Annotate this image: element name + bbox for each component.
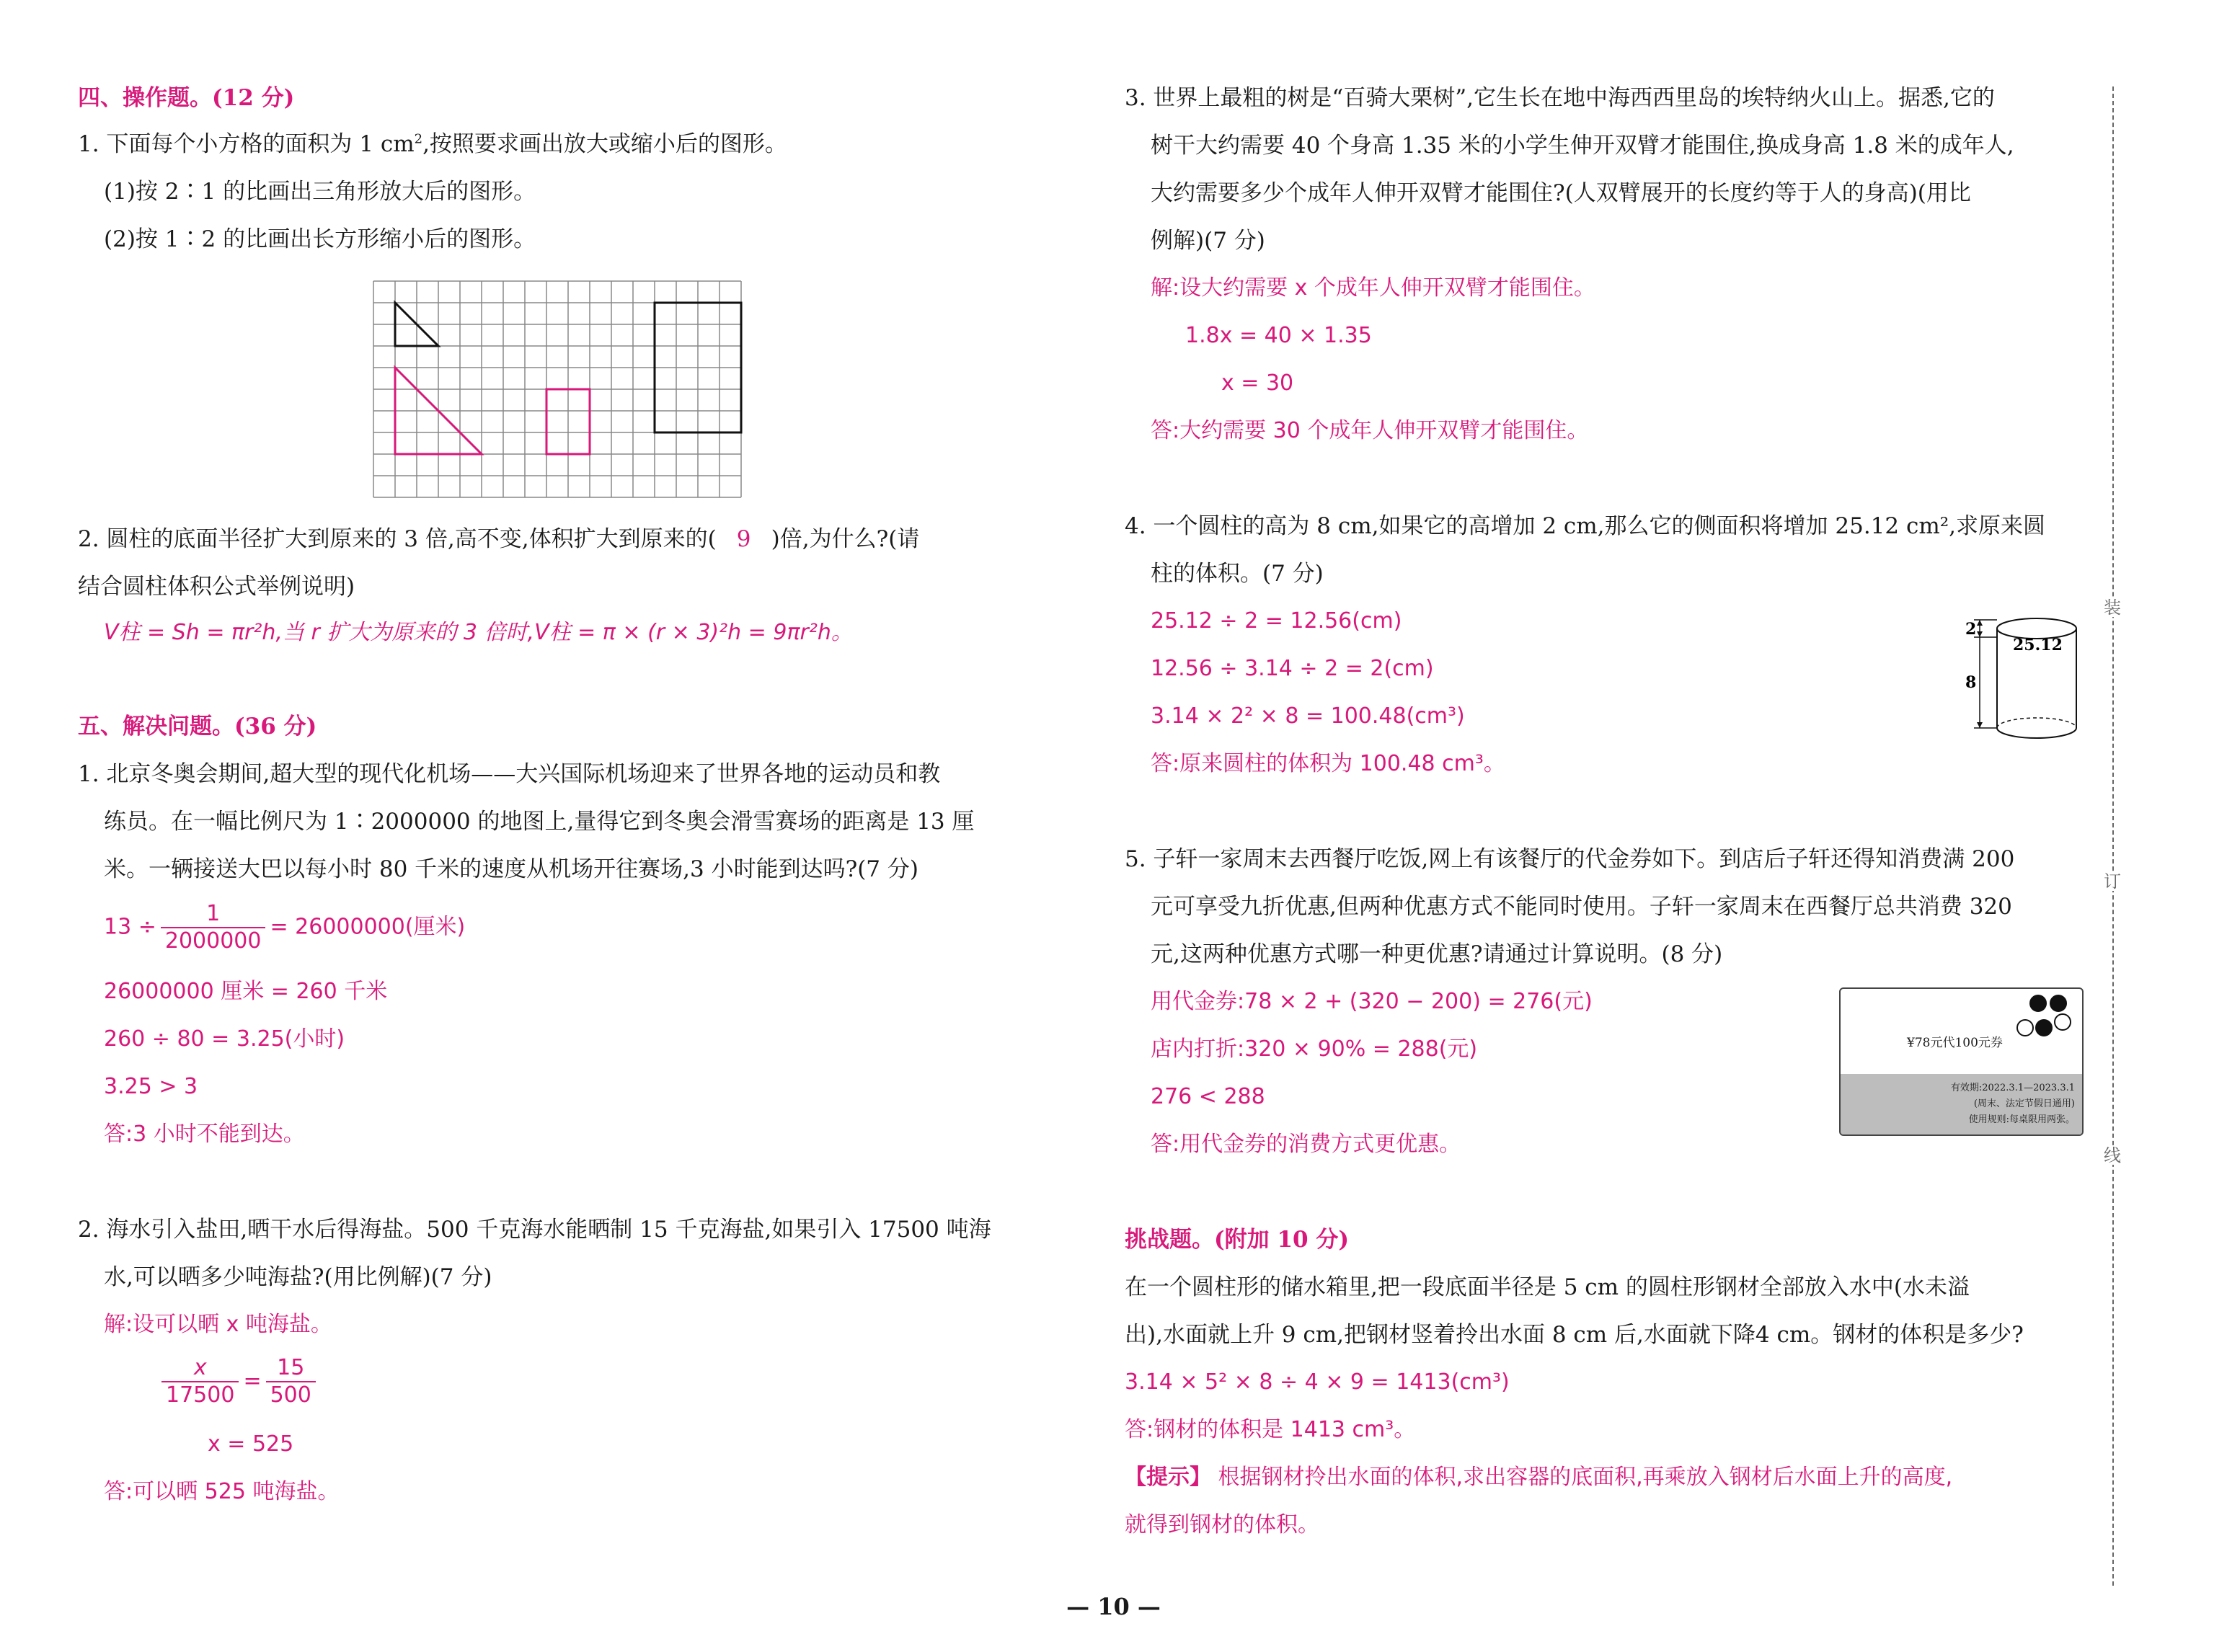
- p1-step2: 26000000 厘米 = 260 千米: [104, 979, 388, 1004]
- q2-answer: 9: [736, 526, 751, 552]
- drawing-grid: [363, 278, 751, 515]
- page-number: — 10 —: [1066, 1593, 1161, 1620]
- hint-line1: 【提示】 根据钢材拎出水面的体积,求出容器的底面积,再乘放入钢材后水面上升的高度,: [1125, 1465, 1953, 1490]
- binding-label-xian: 线: [2104, 1145, 2121, 1165]
- voucher-dot: [2016, 1019, 2034, 1036]
- challenge-line1: 在一个圆柱形的储水箱里,把一段底面半径是 5 cm 的圆柱形钢材全部放入水中(水未溢: [1125, 1274, 1970, 1300]
- p2-proportion: $\frac{x}{17500}$ = $\frac{15}{500}$: [157, 1355, 320, 1408]
- hint-tag: 【提示】: [1125, 1465, 1211, 1490]
- challenge-answer: 答:钢材的体积是 1413 cm³。: [1125, 1417, 1416, 1442]
- p4-line2: 柱的体积。(7 分): [1151, 561, 1324, 587]
- p5-step2: 店内打折:320 × 90% = 288(元): [1151, 1036, 1478, 1062]
- voucher-dot: [2050, 995, 2067, 1012]
- p3-line1: 3. 世界上最粗的树是“百骑大栗树”,它生长在地中海西西里岛的埃特纳火山上。据悉,它的: [1125, 85, 1995, 111]
- p1-fraction: $\frac{1}{2000000}$: [161, 901, 266, 954]
- binding-label-zhuang: 装: [2104, 598, 2121, 618]
- q1-sub2: (2)按 1∶2 的比画出长方形缩小后的图形。: [104, 226, 536, 252]
- section-5-title: 五、解决问题。(36 分): [78, 714, 317, 740]
- p1-line3: 米。一辆接送大巴以每小时 80 千米的速度从机场开往赛场,3 小时能到达吗?(7 分): [104, 856, 918, 882]
- voucher-days: (周末、法定节假日通用): [1973, 1098, 2075, 1109]
- challenge-step1: 3.14 × 5² × 8 ÷ 4 × 9 = 1413(cm³): [1125, 1369, 1510, 1395]
- p5-line1: 5. 子轩一家周末去西餐厅吃饭,网上有该餐厅的代金券如下。到店后子轩还得知消费满 200: [1125, 846, 2015, 872]
- p2-step1: 解:设可以晒 x 吨海盐。: [104, 1312, 332, 1337]
- p1-step1: 13 ÷ $\frac{1}{2000000}$ = 26000000(厘米): [104, 901, 466, 954]
- p4-step3: 3.14 × 2² × 8 = 100.48(cm³): [1151, 703, 1465, 729]
- p2-answer: 答:可以晒 525 吨海盐。: [104, 1479, 340, 1504]
- p3-line3: 大约需要多少个成年人伸开双臂才能围住?(人双臂展开的长度约等于人的身高)(用比: [1151, 180, 1971, 206]
- p1-step3: 260 ÷ 80 = 3.25(小时): [104, 1026, 345, 1052]
- binding-label-ding: 订: [2104, 871, 2121, 892]
- p3-step3: x = 30: [1221, 370, 1294, 396]
- p3-step1: 解:设大约需要 x 个成年人伸开双臂才能围住。: [1151, 275, 1595, 301]
- voucher-rule: 使用规则:每桌限用两张。: [1968, 1114, 2075, 1125]
- challenge-line2: 出),水面就上升 9 cm,把钢材竖着拎出水面 8 cm 后,水面就下降4 cm。钢材的体积是多少?: [1125, 1322, 2024, 1348]
- voucher-dot: [2054, 1013, 2071, 1031]
- p4-line1: 4. 一个圆柱的高为 8 cm,如果它的高增加 2 cm,那么它的侧面积将增加 25.12 cm²,求原来圆: [1125, 513, 2046, 539]
- voucher-validity: 有效期:2022.3.1—2023.3.1: [1950, 1083, 2075, 1093]
- p2-line1: 2. 海水引入盐田,晒干水后得海盐。500 千克海水能晒制 15 千克海盐,如果引入 17500 吨海: [78, 1217, 991, 1243]
- cylinder-figure: [1954, 613, 2091, 750]
- p3-line2: 树干大约需要 40 个身高 1.35 米的小学生伸开双臂才能围住,换成身高 1.8 米的成年人,: [1151, 133, 2014, 159]
- p5-step1: 用代金券:78 × 2 + (320 − 200) = 276(元): [1151, 989, 1593, 1014]
- p1-line2: 练员。在一幅比例尺为 1∶2000000 的地图上,量得它到冬奥会滑雪赛场的距离是 13 厘: [104, 809, 975, 835]
- p1-step4: 3.25 > 3: [104, 1074, 198, 1099]
- p3-step2: 1.8x = 40 × 1.35: [1185, 323, 1372, 348]
- p2-line2: 水,可以晒多少吨海盐?(用比例解)(7 分): [104, 1264, 492, 1290]
- challenge-title: 挑战题。(附加 10 分): [1125, 1227, 1350, 1253]
- hint-line2: 就得到钢材的体积。: [1125, 1512, 1319, 1537]
- cylinder-height-label: 8: [1965, 673, 1977, 692]
- section-4-title: 四、操作题。(12 分): [78, 85, 295, 111]
- voucher-info-band: [1841, 1074, 2082, 1134]
- p5-line2: 元可享受九折优惠,但两种优惠方式不能同时使用。子轩一家周末在西餐厅总共消费 320: [1151, 894, 2012, 920]
- p3-answer: 答:大约需要 30 个成年人伸开双臂才能围住。: [1151, 418, 1589, 443]
- cylinder-area-label: 25.12: [2013, 636, 2063, 654]
- p1-answer: 答:3 小时不能到达。: [104, 1122, 305, 1147]
- q2-solution: V柱 = Sh = πr²h,当 r 扩大为原来的 3 倍时,V柱 = π × (r × 3)²h = 9πr²h。: [104, 620, 853, 645]
- q1-sub1: (1)按 2∶1 的比画出三角形放大后的图形。: [104, 179, 536, 205]
- p1-line1: 1. 北京冬奥会期间,超大型的现代化机场——大兴国际机场迎来了世界各地的运动员和教: [78, 761, 941, 787]
- voucher-title: ¥78元代100元券: [1907, 1036, 2003, 1050]
- p3-line4: 例解)(7 分): [1151, 228, 1265, 254]
- p4-step1: 25.12 ÷ 2 = 12.56(cm): [1151, 608, 1402, 634]
- q2-text: 2. 圆柱的底面半径扩大到原来的 3 倍,高不变,体积扩大到原来的( 9 )倍,为什么?(请: [78, 526, 920, 552]
- p5-answer: 答:用代金券的消费方式更优惠。: [1151, 1132, 1461, 1157]
- p2-step3: x = 525: [208, 1431, 294, 1457]
- p5-line3: 元,这两种优惠方式哪一种更优惠?请通过计算说明。(8 分): [1151, 941, 1723, 967]
- voucher-dot: [2029, 995, 2047, 1012]
- voucher-dot: [2035, 1019, 2053, 1036]
- voucher-card: [1839, 987, 2084, 1136]
- cylinder-top-label: 2: [1965, 620, 1977, 639]
- p5-step3: 276 < 288: [1151, 1084, 1265, 1109]
- q1-text: 1. 下面每个小方格的面积为 1 $cm^2$,按照要求画出放大或缩小后的图形。: [78, 131, 787, 157]
- binding-cut-line: [2112, 86, 2114, 1586]
- q2-text-2: 结合圆柱体积公式举例说明): [78, 574, 355, 600]
- p4-answer: 答:原来圆柱的体积为 100.48 cm³。: [1151, 751, 1505, 776]
- p4-step2: 12.56 ÷ 3.14 ÷ 2 = 2(cm): [1151, 656, 1434, 681]
